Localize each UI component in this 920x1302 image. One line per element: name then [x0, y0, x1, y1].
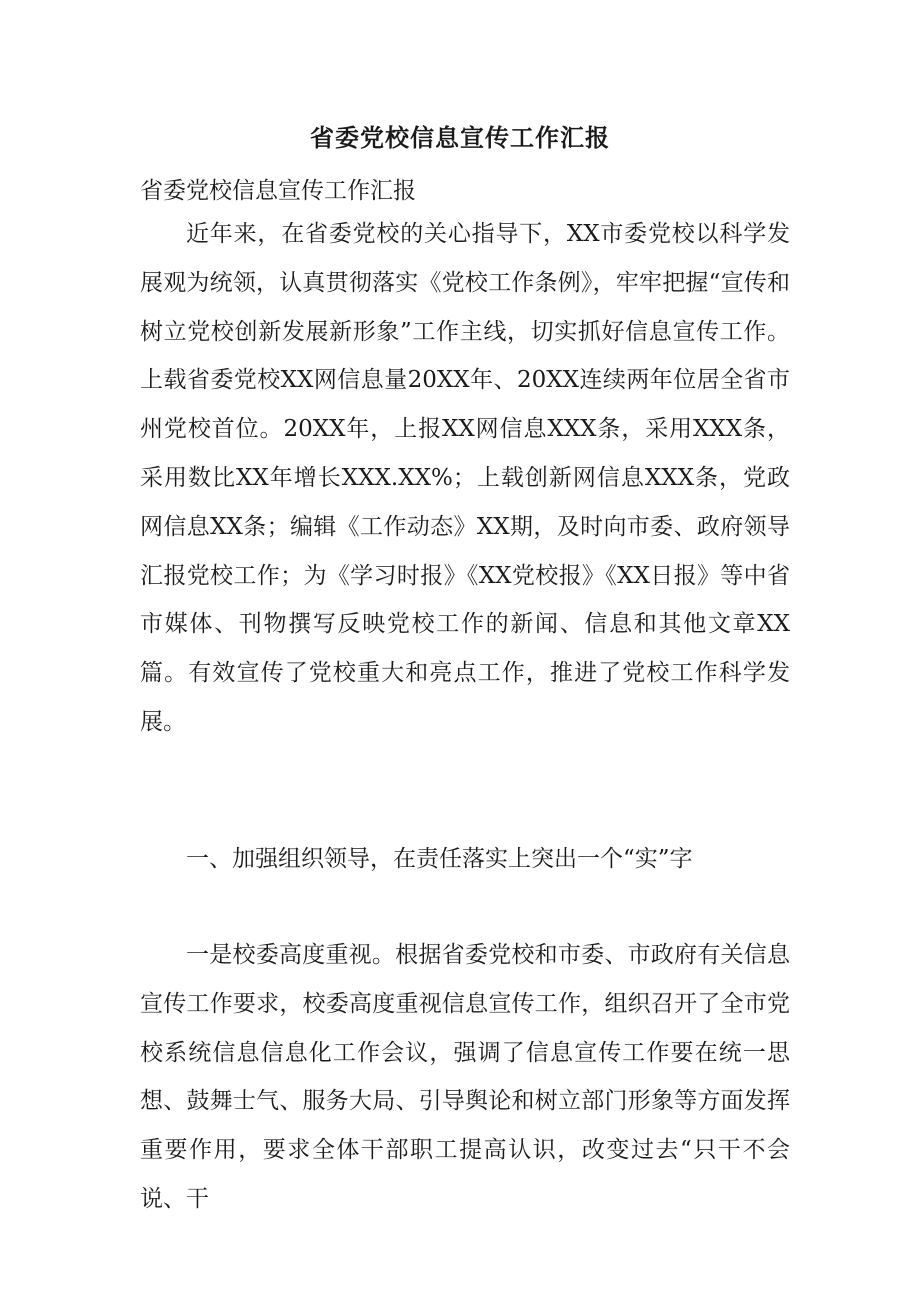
section-heading: 一、加强组织领导，在责任落实上突出一个“实”字 [186, 846, 693, 872]
document-title: 省委党校信息宣传工作汇报 [310, 123, 610, 152]
section-paragraph: 一是校委高度重视。根据省委党校和市委、市政府有关信息宣传工作要求，校委高度重视信息宣传工作，组织召开了全市党校系统信息信息化工作会议，强调了信息宣传工作要在统一思想、鼓舞士气、服务大局、引导舆论和树立部门形象等方面发挥重要作用，要求全体干部职工提高认识，改变过去“只干不会说、干 [140, 942, 790, 1212]
intro-paragraph: 近年来，在省委党校的关心指导下，XX市委党校以科学发展观为统领，认真贯彻落实《党校工作条例》，牢牢把握“宣传和树立党校创新发展新形象”工作主线，切实抓好信息宣传工作。上载省委党校XX网信息量20XX年、20XX连续两年位居全省市州党校首位。20XX年，上报XX网信息XXX条，采用XXX条，采用数比XX年增长XXX.XX%；上载创新网信息XXX条，党政网信息XX条；编辑《工作动态》XX期，及时向市委、政府领导汇报党校工作；为《学习时报》《XX党校报》《XX日报》等中省市媒体、刊物撰写反映党校工作的新闻、信息和其他文章XX篇。有效宣传了党校重大和亮点工作，推进了党校工作科学发展。 [140, 221, 790, 735]
document-subtitle: 省委党校信息宣传工作汇报 [140, 178, 416, 204]
